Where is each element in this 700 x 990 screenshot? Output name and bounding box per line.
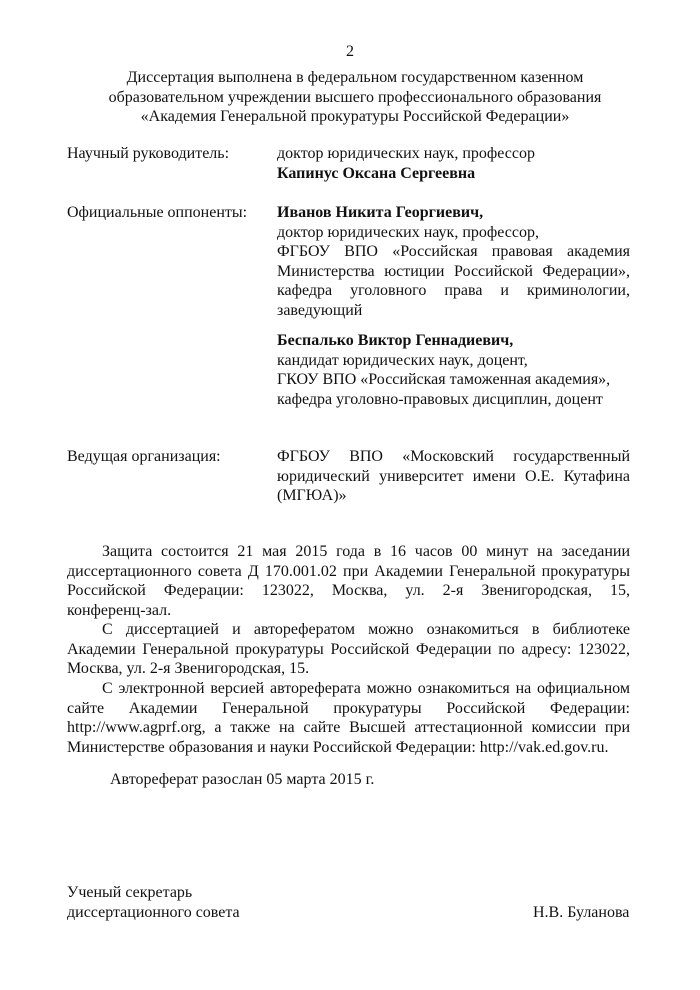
page-number: 2 (346, 43, 354, 60)
paragraph-line: Российской Федерации: 123022, Москва, ул. 2-я Звенигородская, 15, (67, 582, 630, 599)
supervisor-degree: доктор юридических наук, профессор (277, 145, 535, 162)
supervisor-name: Капинус Оксана Сергеевна (277, 164, 476, 182)
paragraph-line: диссертационного совета Д 170.001.02 при Академии Генеральной прокуратуры (67, 562, 630, 580)
paragraph-line: сайте Академии Генеральной прокуратуры Российской Федерации: (67, 699, 630, 717)
secretary-line: Ученый секретарь (67, 884, 193, 901)
supervisor-block (277, 144, 630, 183)
opponent-2-line: кандидат юридических наук, доцент, (277, 351, 528, 369)
secretary-line: диссертационного совета (67, 903, 240, 921)
supervisor-label: Научный руководитель: (67, 145, 230, 162)
paragraph-line: Москва, ул. 2-я Звенигородская, 15. (67, 660, 310, 677)
secretary-name: Н.В. Буланова (533, 904, 630, 921)
intro-line: «Академия Генеральной прокуратуры Российской Федерации» (140, 108, 570, 125)
lead-org-line: юридический университет имени О.Е. Кутафина (277, 467, 630, 485)
lead-org-line: (МГЮА)» (277, 487, 347, 504)
opponent-2-line: ГКОУ ВПО «Российская таможенная академия», (277, 371, 611, 388)
paragraph-line: С электронной версией автореферата можно ознакомиться на официальном (102, 680, 630, 697)
paragraph-line: конференц-зал. (67, 601, 172, 619)
lead-org-label: Ведущая организация: (67, 448, 221, 465)
opponent-1-block (277, 203, 630, 320)
opponent-1-name: Иванов Никита Георгиевич, (277, 204, 484, 221)
opponent-2-block (277, 331, 630, 409)
opponent-1-line: ФГБОУ ВПО «Российская правовая академия (277, 243, 630, 260)
online-paragraph (67, 679, 630, 757)
opponent-1-line: кафедра уголовного права и криминологии, (277, 282, 630, 299)
intro-line: Диссертация выполнена в федеральном государственном казенном (126, 69, 584, 86)
opponent-2-name: Беспалько Виктор Геннадиевич, (277, 332, 514, 349)
paragraph-line: Академии Генеральной прокуратуры Российской Федерации по адресу: 123022, (67, 640, 630, 658)
lead-org-block (277, 447, 630, 506)
opponent-1-line: доктор юридических наук, профессор, (277, 223, 539, 241)
defense-paragraph (67, 542, 630, 620)
secretary-title (67, 883, 240, 922)
intro-line: образовательном учреждении высшего профессионального образования (108, 88, 602, 106)
paragraph-line: Министерстве образования и науки Российской Федерации: http://vak.ed.gov.ru. (67, 738, 609, 756)
opponent-2-line: кафедра уголовно-правовых дисциплин, доцент (277, 390, 603, 408)
intro-block (70, 68, 640, 127)
opponent-1-line: Министерства юстиции Российской Федерации», (277, 262, 630, 280)
library-paragraph (67, 620, 630, 679)
paragraph-line: http://www.agprf.org, а также на сайте Высшей аттестационной комиссии при (67, 719, 630, 736)
lead-org-line: ФГБОУ ВПО «Московский государственный (277, 448, 630, 465)
sent-date-note: Автореферат разослан 05 марта 2015 г. (110, 771, 375, 788)
opponents-label: Официальные оппоненты: (67, 204, 248, 221)
paragraph-line: Защита состоится 21 мая 2015 года в 16 часов 00 минут на заседании (102, 543, 630, 560)
paragraph-line: С диссертацией и авторефератом можно ознакомиться в библиотеке (102, 621, 630, 638)
opponent-1-line: заведующий (277, 301, 363, 319)
